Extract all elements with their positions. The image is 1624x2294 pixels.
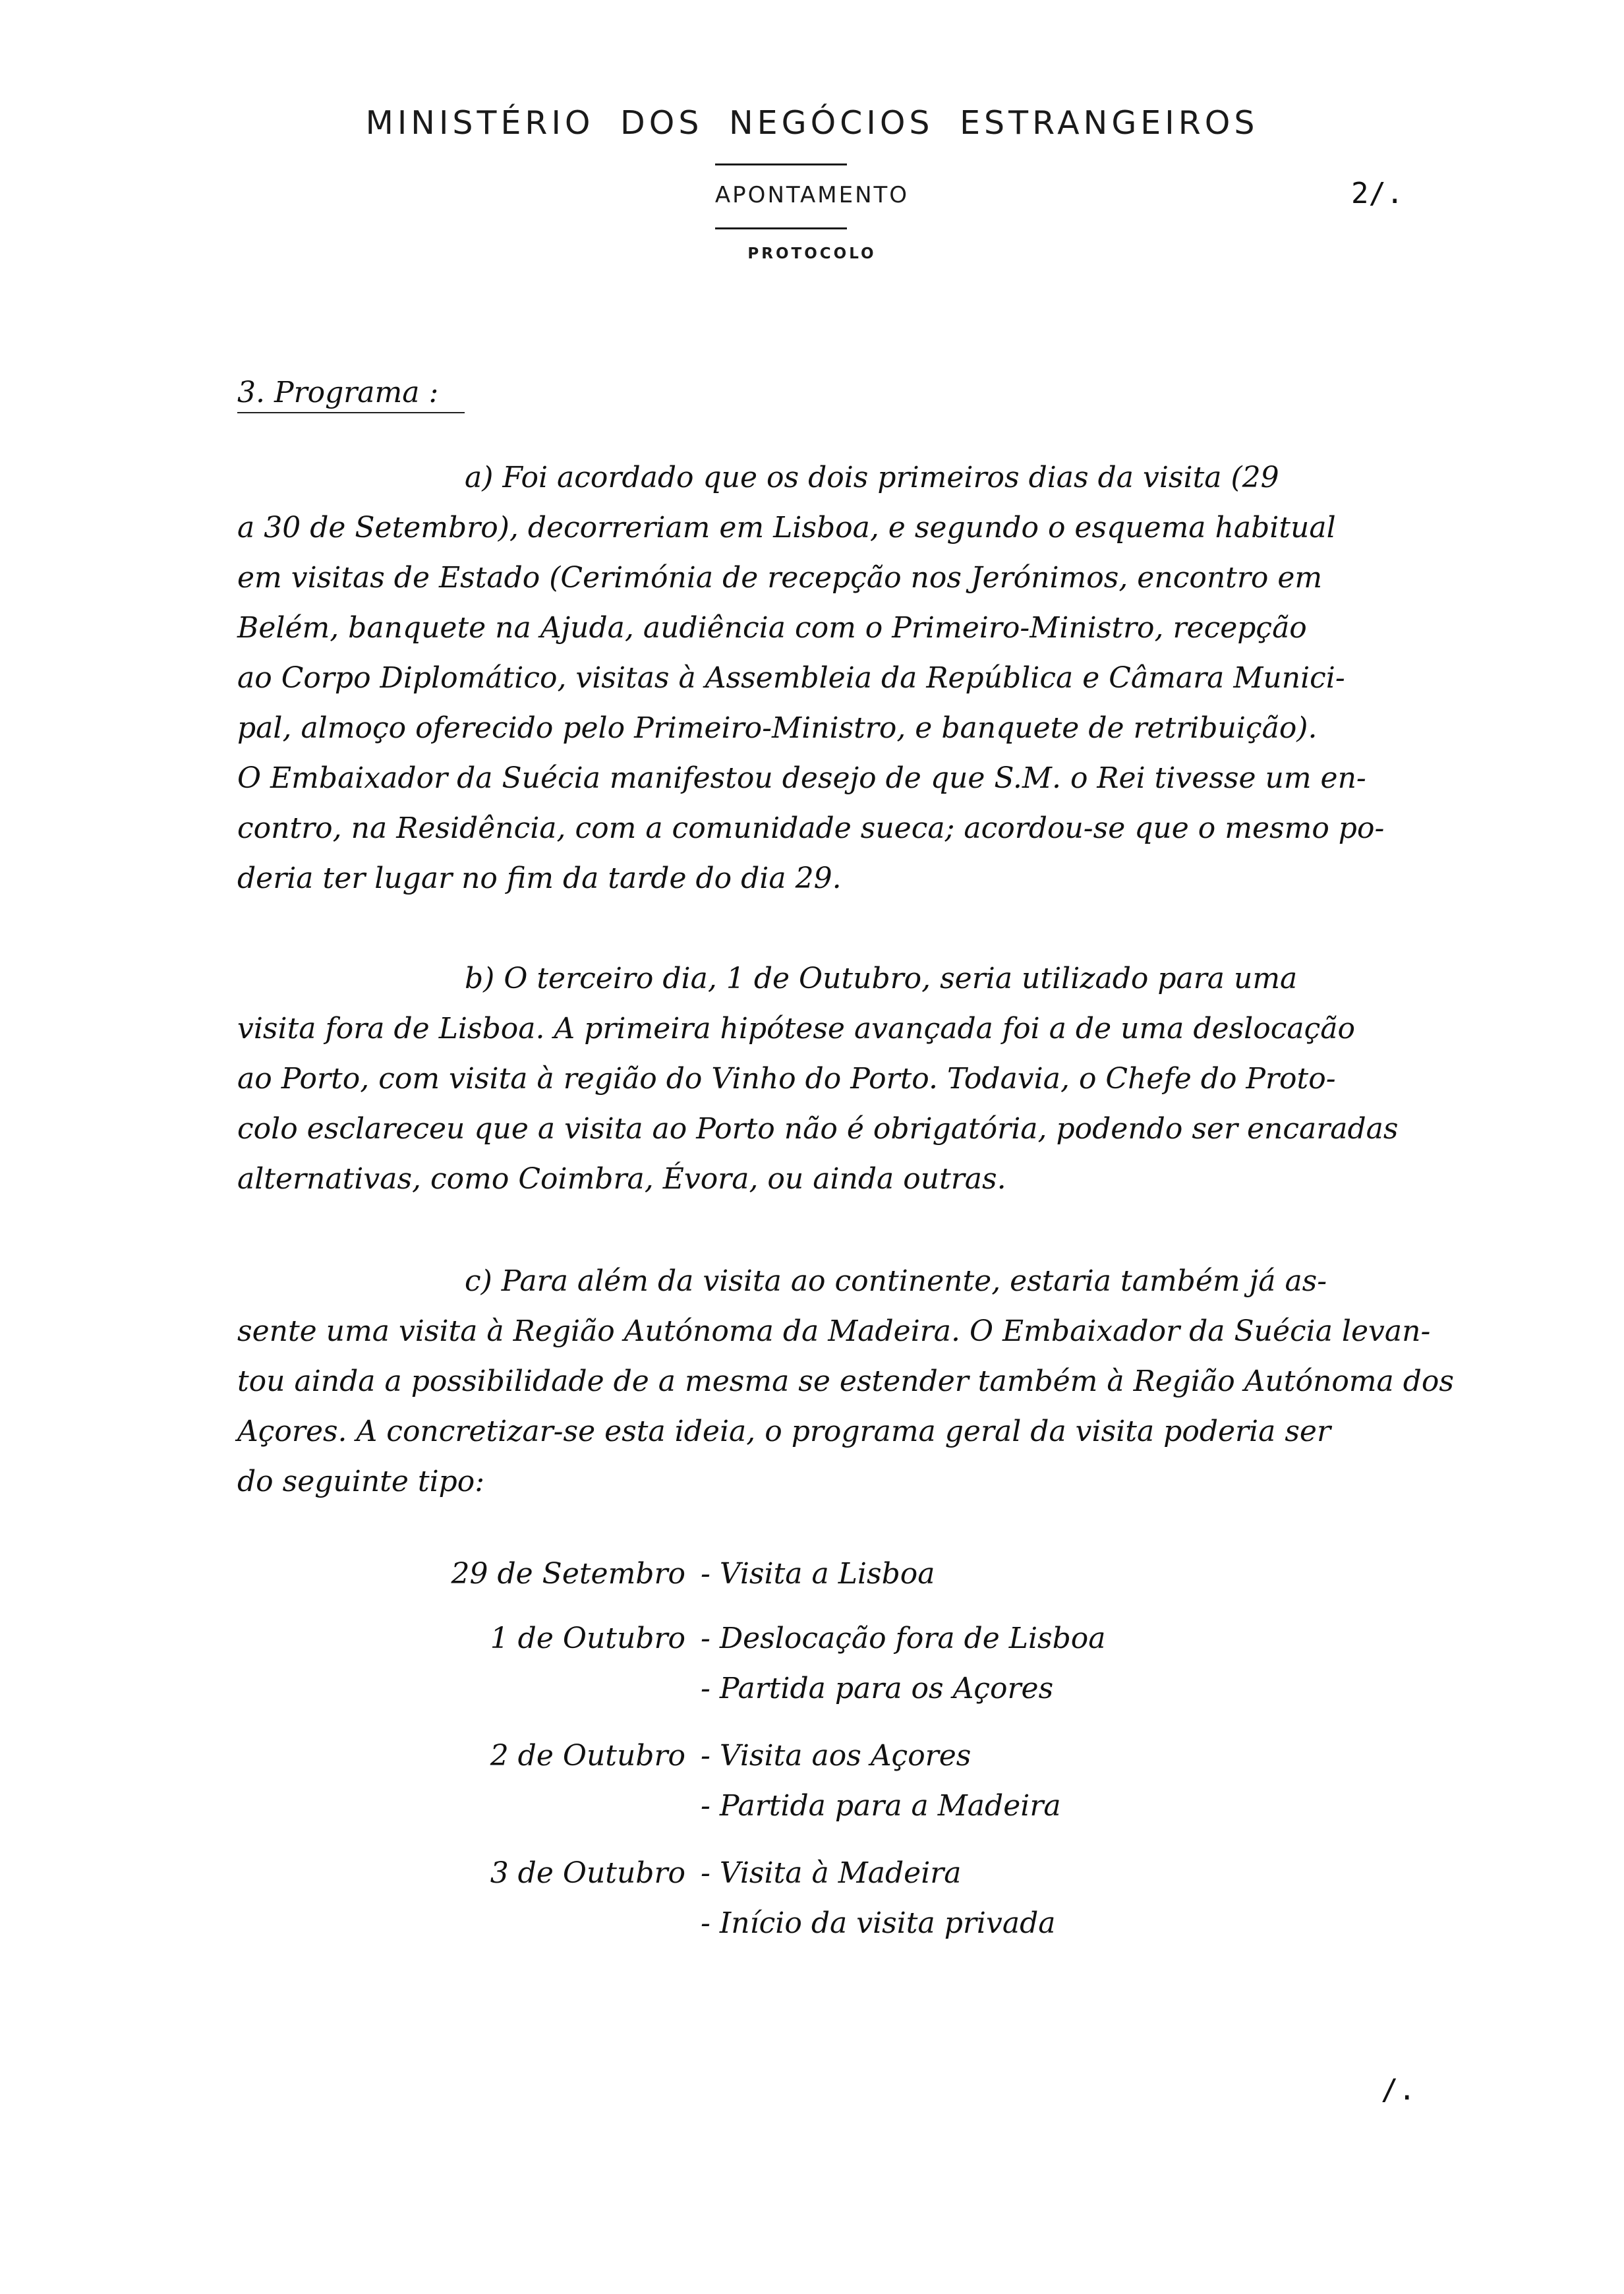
paragraph-line: c) Para além da visita ao continente, estaria também já as- [465, 1264, 1327, 1298]
paragraph-line: a 30 de Setembro), decorreriam em Lisboa, e segundo o esquema habitual [237, 511, 1336, 544]
paragraph-line: ao Corpo Diplomático, visitas à Assembleia da República e Câmara Munici- [237, 661, 1345, 695]
department-label: PROTOCOLO [747, 245, 877, 262]
paragraph-line: O Embaixador da Suécia manifestou desejo de que S.M. o Rei tivesse um en- [237, 761, 1366, 795]
paragraph-a [237, 453, 1463, 904]
section-heading: 3. Programa : [237, 376, 465, 413]
ministry-header: MINISTÉRIO DOS NEGÓCIOS ESTRANGEIROS [365, 104, 1259, 142]
paragraph-b [237, 954, 1463, 1204]
schedule-date: 3 de Outubro [490, 1856, 685, 1890]
header-divider-bottom [715, 227, 847, 229]
paragraph-line: visita fora de Lisboa. A primeira hipótese avançada foi a de uma deslocação [237, 1012, 1355, 1045]
paragraph-line: ao Porto, com visita à região do Vinho do Porto. Todavia, o Chefe do Proto- [237, 1062, 1336, 1096]
schedule-date: 29 de Setembro [451, 1557, 685, 1591]
schedule-item: - Visita à Madeira [701, 1856, 962, 1890]
paragraph-line: a) Foi acordado que os dois primeiros dias da visita (29 [465, 461, 1279, 494]
schedule-item: - Visita a Lisboa [701, 1557, 935, 1591]
schedule-item: - Início da visita privada [701, 1906, 1056, 1940]
page-number: 2/. [1351, 177, 1404, 210]
paragraph-line: Belém, banquete na Ajuda, audiência com o Primeiro-Ministro, recepção [237, 611, 1307, 645]
paragraph-line: do seguinte tipo: [237, 1465, 485, 1498]
paragraph-line: contro, na Residência, com a comunidade sueca; acordou-se que o mesmo po- [237, 811, 1385, 845]
paragraph-line: Açores. A concretizar-se esta ideia, o programa geral da visita poderia ser [237, 1415, 1331, 1448]
paragraph-line: colo esclareceu que a visita ao Porto não é obrigatória, podendo ser encaradas [237, 1112, 1399, 1146]
schedule-item: - Partida para a Madeira [701, 1789, 1061, 1823]
continuation-mark: /. [1381, 2073, 1416, 2107]
paragraph-line: b) O terceiro dia, 1 de Outubro, seria utilizado para uma [465, 962, 1298, 995]
schedule-item: - Partida para os Açores [701, 1672, 1054, 1705]
schedule-date: 1 de Outubro [490, 1622, 685, 1655]
paragraph-line: sente uma visita à Região Autónoma da Madeira. O Embaixador da Suécia levan- [237, 1314, 1431, 1348]
paragraph-line: em visitas de Estado (Cerimónia de recepção nos Jerónimos, encontro em [237, 561, 1323, 595]
paragraph-line: deria ter lugar no fim da tarde do dia 29. [237, 862, 842, 895]
paragraph-c [237, 1256, 1463, 1507]
schedule-date: 2 de Outubro [490, 1739, 685, 1773]
paragraph-line: tou ainda a possibilidade de a mesma se estender também à Região Autónoma dos [237, 1365, 1454, 1398]
paragraph-line: pal, almoço oferecido pelo Primeiro-Ministro, e banquete de retribuição). [237, 711, 1318, 745]
header-divider-top [715, 163, 847, 165]
paragraph-line: alternativas, como Coimbra, Évora, ou ainda outras. [237, 1162, 1006, 1196]
schedule-item: - Deslocação fora de Lisboa [701, 1622, 1106, 1655]
document-type: APONTAMENTO [714, 182, 910, 208]
schedule-item: - Visita aos Açores [701, 1739, 972, 1773]
